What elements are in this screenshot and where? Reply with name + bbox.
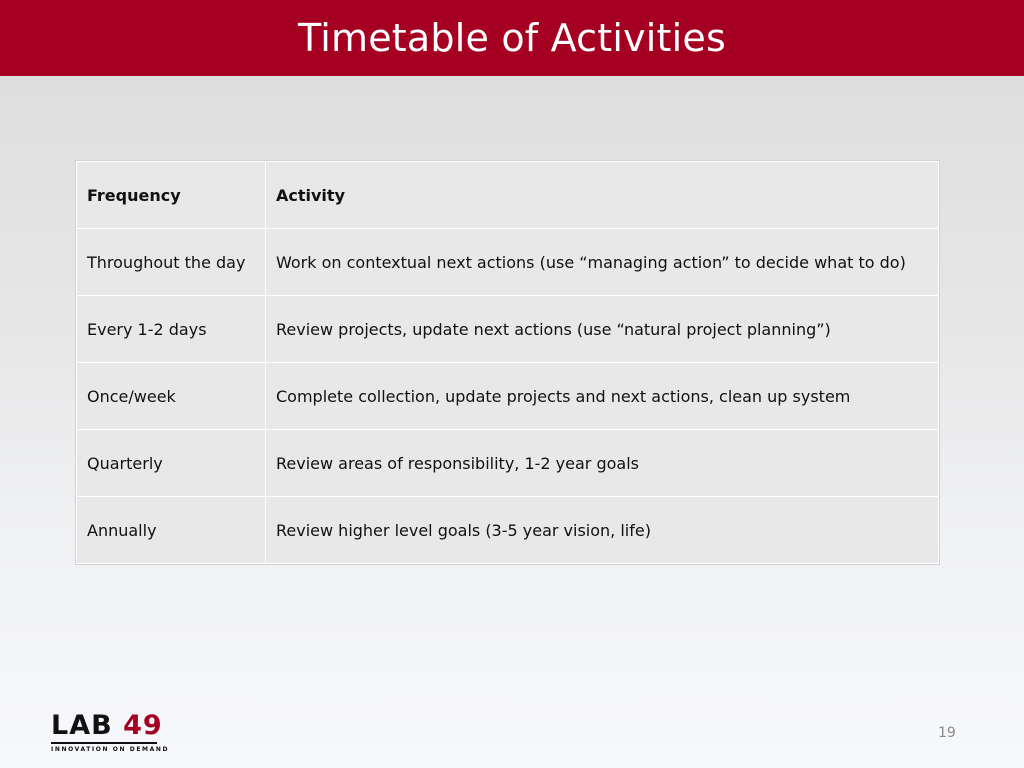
table-row <box>77 229 939 296</box>
header-frequency: Frequency <box>77 162 266 229</box>
activity-cell: Complete collection, update projects and next actions, clean up system <box>266 363 939 430</box>
title-bar <box>0 0 1024 76</box>
header-activity: Activity <box>266 162 939 229</box>
activity-cell: Review areas of responsibility, 1-2 year goals <box>266 430 939 497</box>
frequency-cell: Throughout the day <box>77 229 266 296</box>
activity-cell: Work on contextual next actions (use “managing action” to decide what to do) <box>266 229 939 296</box>
table-row <box>77 296 939 363</box>
frequency-cell: Quarterly <box>77 430 266 497</box>
logo-divider <box>51 742 157 744</box>
slide-title: Timetable of Activities <box>298 16 726 60</box>
logo-lab-text: LAB <box>51 710 113 741</box>
page-number: 19 <box>938 725 956 741</box>
activity-cell: Review projects, update next actions (use “natural project planning”) <box>266 296 939 363</box>
table-row <box>77 363 939 430</box>
logo-wordmark <box>51 710 163 741</box>
table-header-row <box>77 162 939 229</box>
activity-cell: Review higher level goals (3-5 year vision, life) <box>266 497 939 564</box>
timetable <box>76 161 939 564</box>
table-row <box>77 430 939 497</box>
frequency-cell: Every 1-2 days <box>77 296 266 363</box>
logo-number: 49 <box>123 710 163 741</box>
logo-tagline: INNOVATION ON DEMAND <box>51 746 170 753</box>
lab49-logo <box>51 710 170 753</box>
table-row <box>77 497 939 564</box>
frequency-cell: Annually <box>77 497 266 564</box>
frequency-cell: Once/week <box>77 363 266 430</box>
